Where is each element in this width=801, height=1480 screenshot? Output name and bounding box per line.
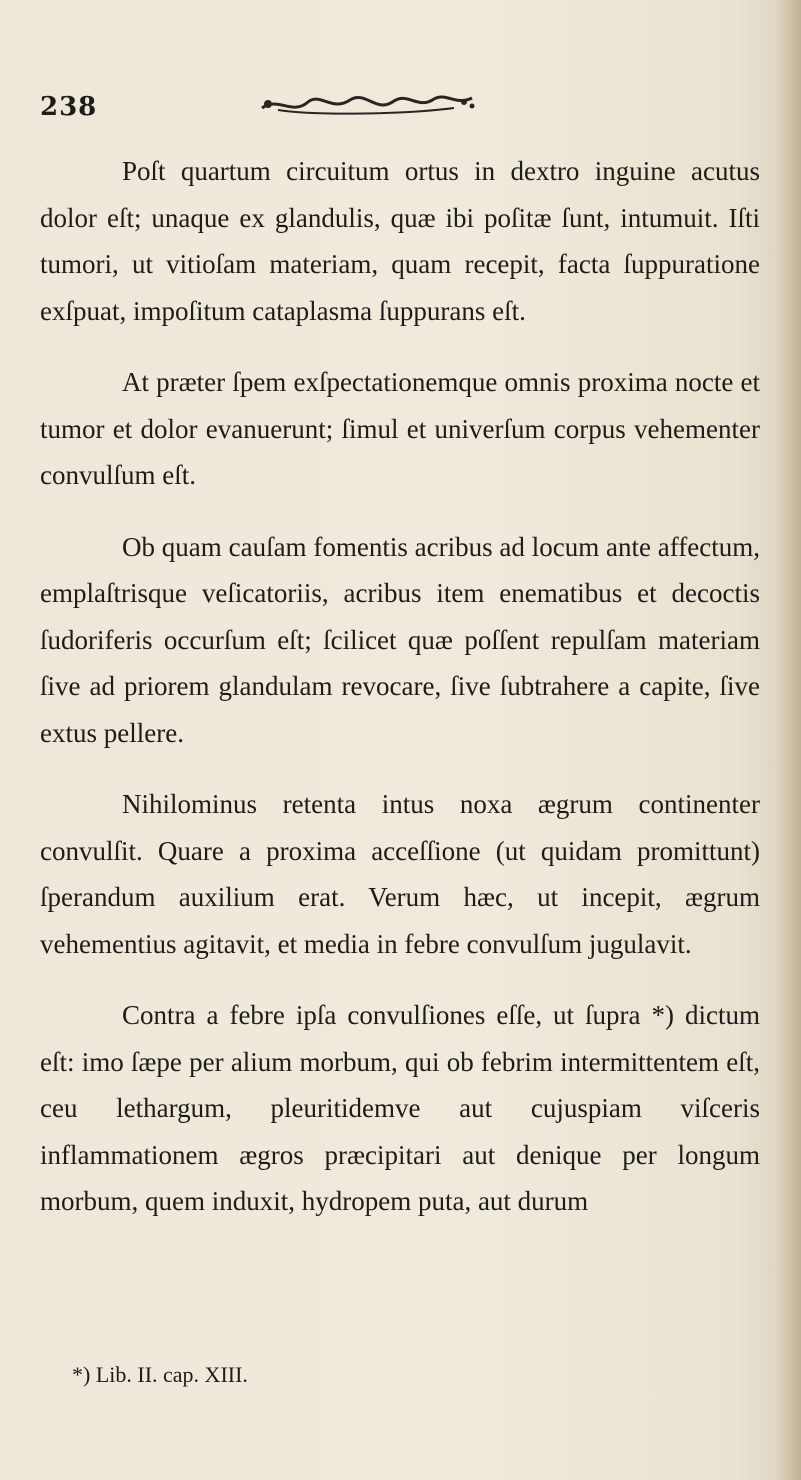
paragraph-1: Poſt quartum circuitum ortus in dextro inguine acutus dolor eſt; unaque ex glandulis, quæ ibi poſitæ ſunt, intumuit. Iſti tumori, ut vitioſam materiam, quam recepit, facta ſuppuratione exſpuat, impoſitum cataplasma ſuppurans eſt. [40, 156, 760, 326]
paragraph-4: Nihilominus retenta intus noxa ægrum continenter convulſit. Quare a proxima acceſſione (ut quidam promittunt) ſperandum auxilium erat. Verum hæc, ut incepit, ægrum vehementius agitavit, et media in febre convulſum jugulavit. [40, 789, 760, 959]
page-edge-shadow [775, 0, 801, 1480]
decorative-headpiece-icon [258, 86, 478, 122]
footnote: *) Lib. II. cap. XIII. [72, 1362, 248, 1387]
paragraph-2: At præter ſpem exſpectationemque omnis proxima nocte et tumor et dolor evanuerunt; ſimul et univerſum corpus vehementer convulſum eſt. [40, 367, 760, 490]
paragraph-5: Contra a febre ipſa convulſiones eſſe, ut ſupra *) dictum eſt: imo ſæpe per alium morbum, qui ob febrim intermittentem eſt, ceu lethargum, pleuritidemve aut cujuspiam viſceris inflammationem ægros præcipitari aut denique per longum morbum, quem induxit, hydropem puta, aut durum [40, 1000, 760, 1216]
page-number: 238 [40, 92, 98, 122]
body-text [40, 148, 760, 1250]
paragraph-3: Ob quam cauſam fomentis acribus ad locum ante affectum, emplaſtrisque veſicatoriis, acribus item enematibus et decoctis ſudoriferis occurſum eſt; ſcilicet quæ poſſent repulſam materiam ſive ad priorem glandulam revocare, ſive ſubtrahere a capite, ſive extus pellere. [40, 531, 760, 748]
